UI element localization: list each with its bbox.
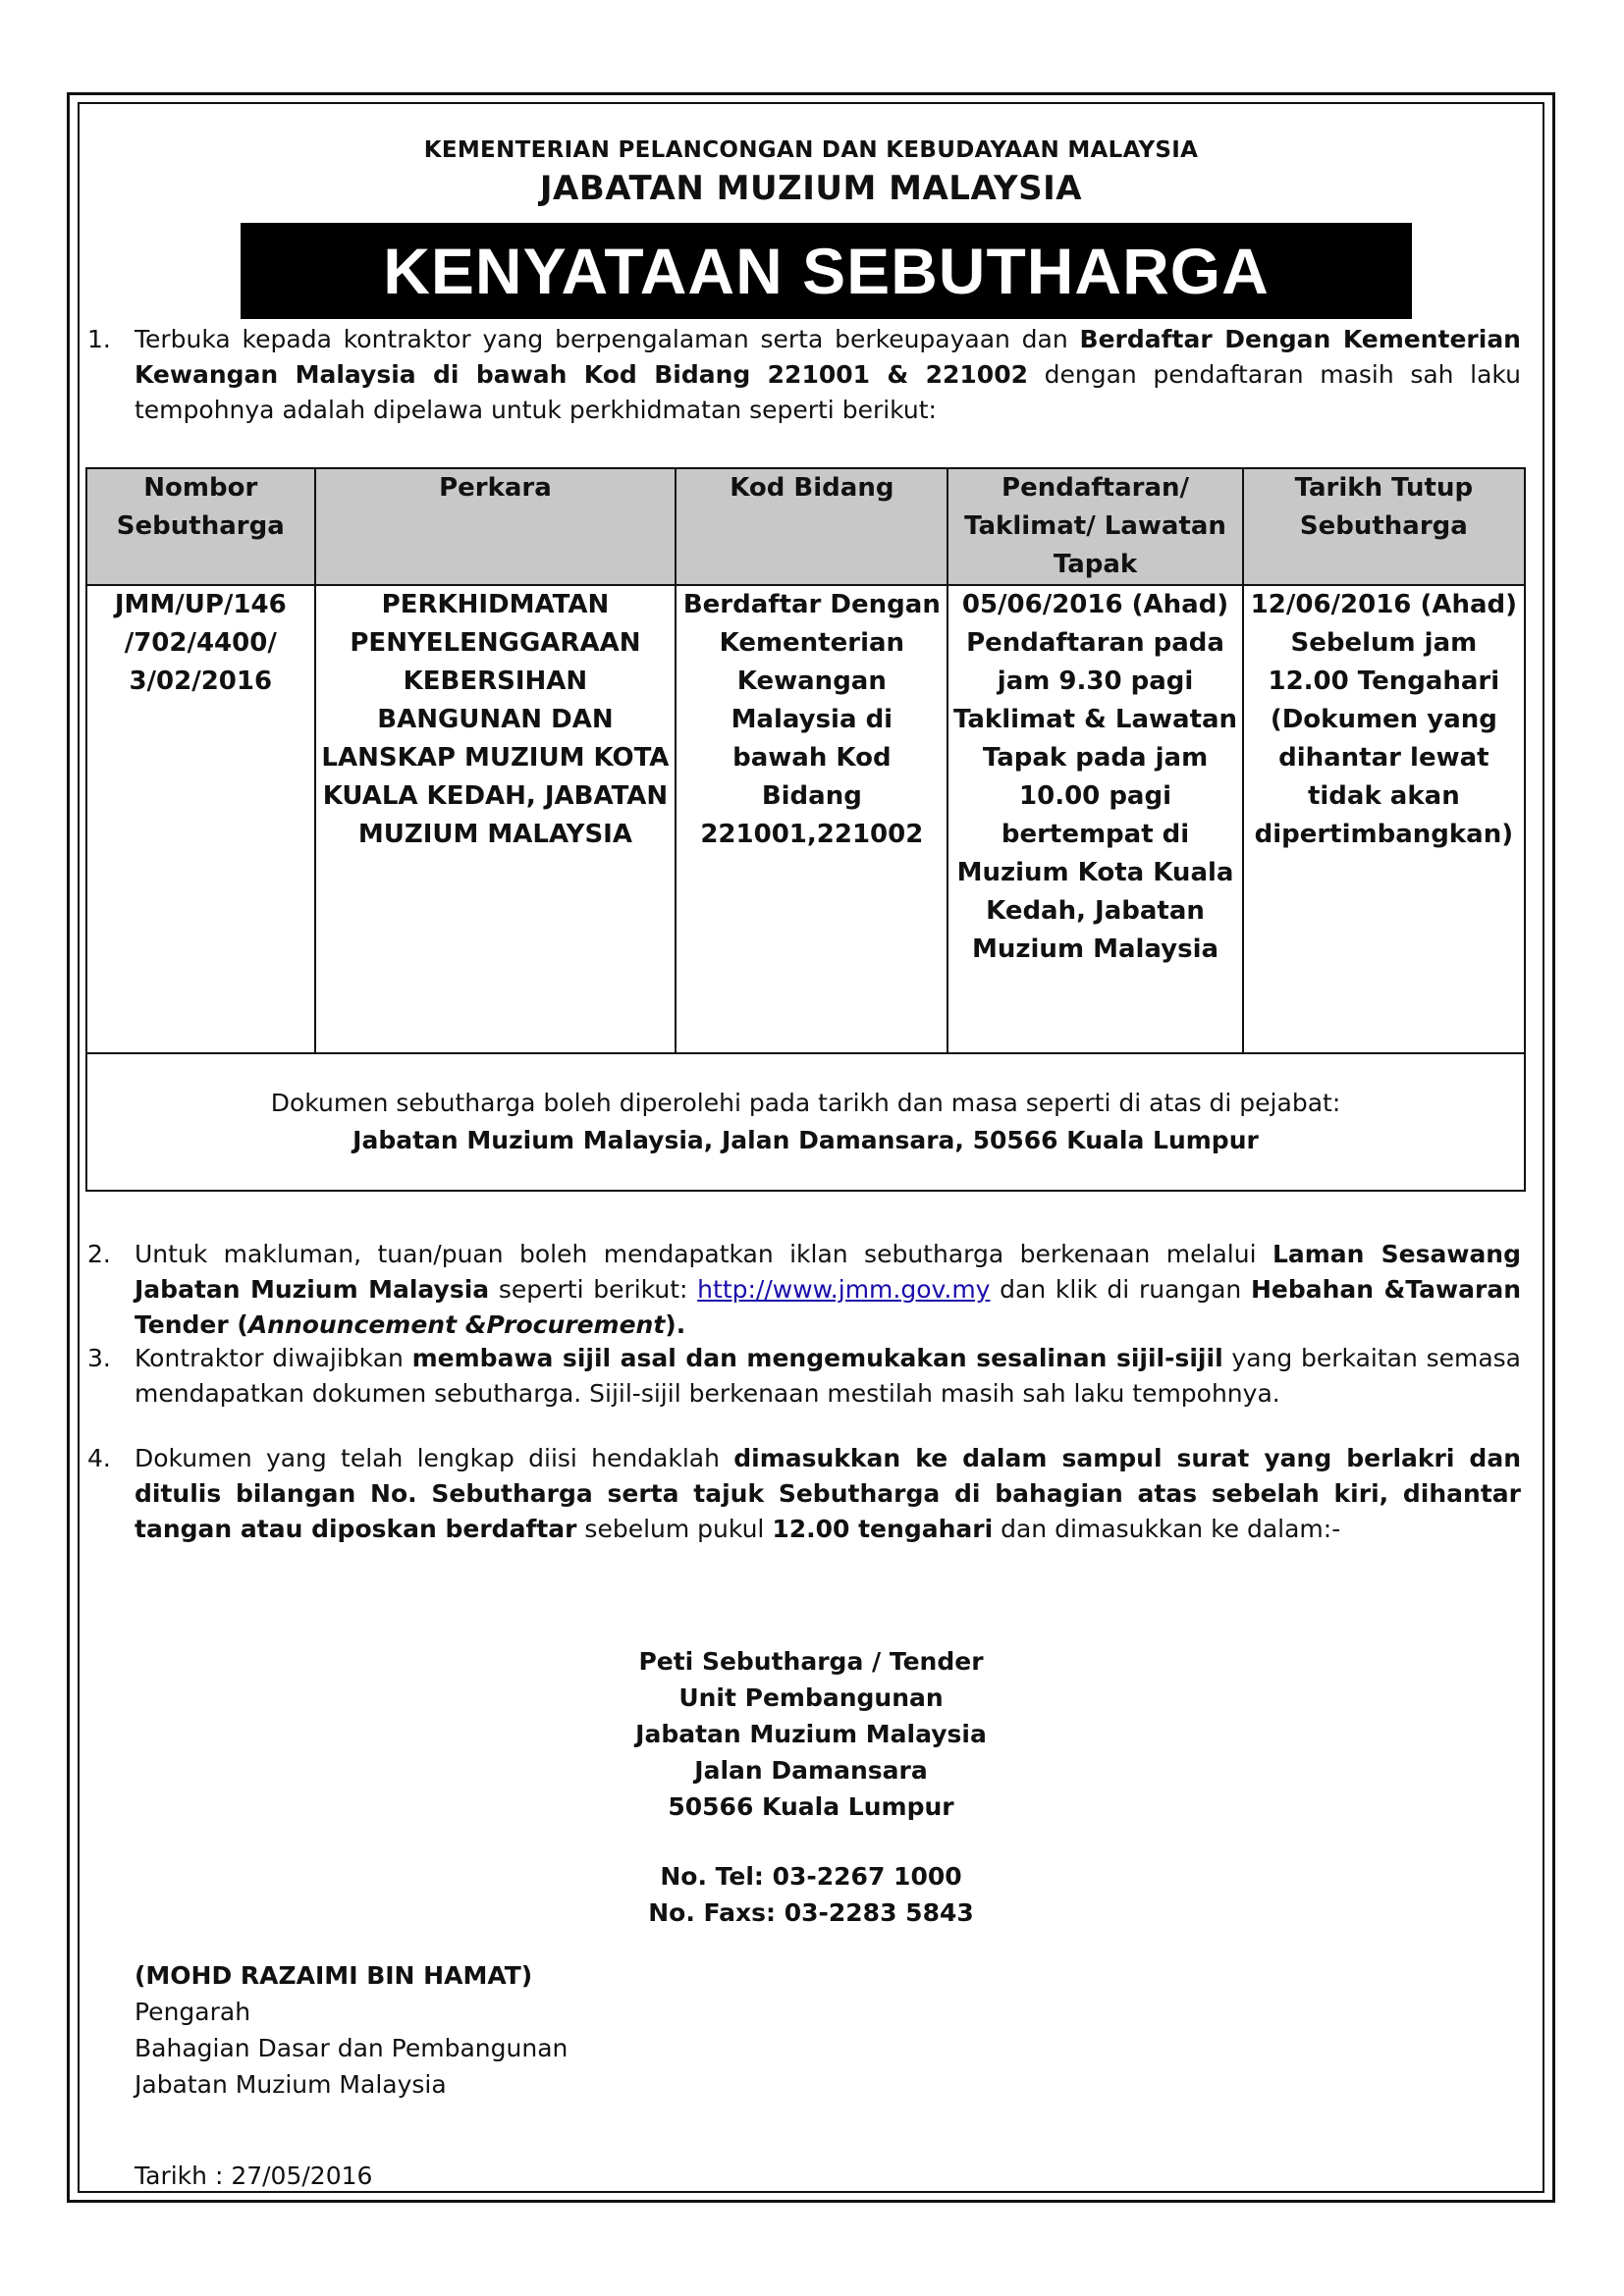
tender-table	[85, 467, 1526, 1192]
bold-text: Berdaftar Dengan Kementerian Kewangan Malaysia di bawah Kod Bidang 221001 & 221002	[135, 325, 1521, 389]
paragraph-number: 2.	[87, 1240, 111, 1268]
header-pendaftaran: Pendaftaran/ Taklimat/ Lawatan Tapak	[947, 468, 1242, 585]
document-content	[78, 102, 1544, 2193]
cell-perkara: PERKHIDMATAN PENYELENGGARAAN KEBERSIHAN BANGUNAN DAN LANSKAP MUZIUM KOTA KUALA KEDAH, JABATAN MUZIUM MALAYSIA	[315, 585, 677, 1053]
cell-nombor: JMM/UP/146 /702/4400/ 3/02/2016	[86, 585, 315, 1053]
table-row	[86, 585, 1525, 1053]
text: Terbuka kepada kontraktor yang berpengalaman serta berkeupayaan dan	[135, 325, 1080, 353]
address-line: Jalan Damansara	[694, 1756, 928, 1785]
signature-block	[135, 1957, 568, 2103]
text: Kontraktor diwajibkan	[135, 1344, 412, 1372]
text: dan klik di ruangan	[990, 1275, 1251, 1304]
text: Dokumen yang telah lengkap diisi hendaklah	[135, 1444, 734, 1472]
cell-tarikh-tutup: 12/06/2016 (Ahad) Sebelum jam 12.00 Tengahari (Dokumen yang dihantar lewat tidak akan dipertimbangkan)	[1243, 585, 1525, 1053]
bold-text: 12.00 tengahari	[772, 1515, 994, 1543]
title-banner: KENYATAAN SEBUTHARGA	[241, 223, 1412, 319]
address-line: 50566 Kuala Lumpur	[668, 1792, 954, 1821]
table-header-row	[86, 468, 1525, 585]
text: Untuk makluman, tuan/puan boleh mendapatkan iklan sebutharga berkenaan melalui	[135, 1240, 1272, 1268]
cell-pendaftaran: 05/06/2016 (Ahad) Pendaftaran pada jam 9.30 pagi Taklimat & Lawatan Tapak pada jam 10.00 pagi bertempat di Muzium Kota Kuala Kedah, Jabatan Muzium Malaysia	[947, 585, 1242, 1053]
paragraph-4	[87, 1441, 1521, 1547]
header-perkara: Perkara	[315, 468, 677, 585]
header-tarikh-tutup: Tarikh Tutup Sebutharga	[1243, 468, 1525, 585]
signatory-name: (MOHD RAZAIMI BIN HAMAT)	[135, 1961, 533, 1990]
header-kod-bidang: Kod Bidang	[676, 468, 947, 585]
text: sebelum pukul	[576, 1515, 773, 1543]
address-line: Jabatan Muzium Malaysia	[635, 1720, 987, 1748]
footer-line-2: Jabatan Muzium Malaysia, Jalan Damansara, 50566 Kuala Lumpur	[352, 1126, 1259, 1154]
cell-kod-bidang: Berdaftar Dengan Kementerian Kewangan Malaysia di bawah Kod Bidang 221001,221002	[676, 585, 947, 1053]
footer-line-1: Dokumen sebutharga boleh diperolehi pada tarikh dan masa seperti di atas di pejabat:	[270, 1089, 1341, 1117]
fax: No. Faxs: 03-2283 5843	[648, 1898, 974, 1927]
bold-text: Hebahan &Tawaran Tender	[135, 1275, 1521, 1339]
paragraph-number: 4.	[87, 1444, 111, 1472]
paragraph-3	[87, 1341, 1521, 1412]
text: yang berkaitan semasa mendapatkan dokumen sebutharga. Sijil-sijil berkenaan mestilah masih sah laku tempohnya.	[135, 1344, 1521, 1408]
paragraph-number: 1.	[87, 325, 111, 353]
document-date: Tarikh : 27/05/2016	[135, 2162, 373, 2190]
telephone: No. Tel: 03-2267 1000	[660, 1862, 962, 1891]
paragraph-number: 3.	[87, 1344, 111, 1372]
ministry-name: KEMENTERIAN PELANCONGAN DAN KEBUDAYAAN MALAYSIA	[423, 137, 1199, 163]
bold-italic-text: Announcement &Procurement	[247, 1310, 666, 1339]
address-line: Unit Pembangunan	[678, 1683, 944, 1712]
text: dan dimasukkan ke dalam:-	[993, 1515, 1341, 1543]
bold-text: membawa sijil asal dan mengemukakan sesalinan sijil-sijil	[411, 1344, 1223, 1372]
bold-text: ).	[665, 1310, 686, 1339]
bold-text: dimasukkan ke dalam sampul surat yang berlakri dan ditulis bilangan No. Sebutharga serta tajuk Sebutharga di bahagian atas sebelah kiri, dihantar tangan atau diposkan berdaftar	[135, 1444, 1521, 1543]
address-line: Peti Sebutharga / Tender	[638, 1647, 984, 1676]
table-footer	[86, 1053, 1525, 1191]
text: seperti berikut:	[489, 1275, 698, 1304]
text: dengan pendaftaran masih sah laku tempohnya adalah dipelawa untuk perkhidmatan seperti berikut:	[135, 360, 1521, 424]
department-name: JABATAN MUZIUM MALAYSIA	[539, 169, 1083, 208]
bold-text: Laman Sesawang Jabatan Muzium Malaysia	[135, 1240, 1522, 1304]
signatory-division: Bahagian Dasar dan Pembangunan	[135, 2034, 568, 2062]
signatory-org: Jabatan Muzium Malaysia	[135, 2070, 447, 2099]
paragraph-2	[87, 1237, 1521, 1343]
table-footer-row	[86, 1053, 1525, 1191]
website-link[interactable]: http://www.jmm.gov.my	[697, 1275, 991, 1304]
signatory-title: Pengarah	[135, 1998, 251, 2026]
bold-text: (	[228, 1310, 248, 1339]
header-nombor: Nombor Sebutharga	[86, 468, 315, 585]
submission-address	[78, 1643, 1544, 1931]
paragraph-1	[87, 322, 1521, 428]
